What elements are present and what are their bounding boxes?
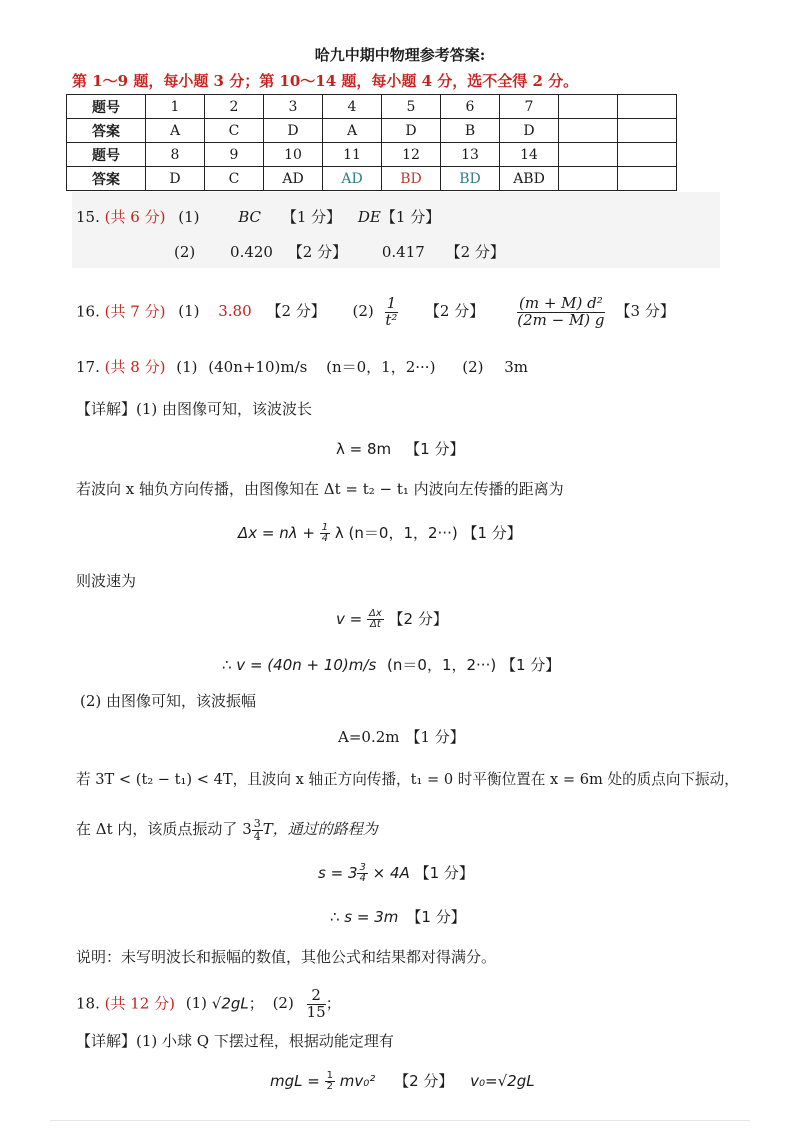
q17-lambda: λ = 8m 【1 分】 <box>336 440 465 458</box>
q18-detail: 【详解】(1) 小球 Q 下摆过程，根据动能定理有 <box>76 1032 394 1050</box>
q15-line2: (2) 0.420 【2 分】 0.417 【2 分】 <box>174 243 505 261</box>
table-row: 答案 A C D A D B D <box>67 119 677 143</box>
q16-line: 16. (共 7 分) (1) 3.80 【2 分】 (2) $\frac{1}{\text{t²}}$ 【2 分】 $\frac{\text{(m + M) d²}}{(2m - M) g}$ 【3 分】 <box>76 294 675 329</box>
q17-part2: (2) 由图像可知，该波振幅 <box>80 692 257 710</box>
table-row: 题号 1 2 3 4 5 6 7 <box>67 95 677 119</box>
page-title: 哈九中期中物理参考答案: <box>314 46 486 64</box>
q17-dx: Δx = nλ + $\frac{1}{4}$ λ (n＝0，1，2···) 【1 分】 <box>238 521 522 544</box>
q17-line5: 在 Δt 内，该质点振动了 3 $\frac{3}{4}$ T，通过的路程为 <box>76 817 378 843</box>
q17-line4: 若 3T < (t₂ − t₁) < 4T，且波向 x 轴正方向传播，t₁ = 0 时平衡位置在 x = 6m 处的质点向下振动， <box>76 771 739 788</box>
q17-s: s = 3 $\frac{3}{4}$ × 4A 【1 分】 <box>318 861 474 884</box>
q17-s2: ∴ s = 3m 【1 分】 <box>330 908 466 926</box>
scoring-note: 第 1～9 题，每小题 3 分；第 10～14 题，每小题 4 分，选不全得 2 分。 <box>72 72 579 90</box>
q17-v2: ∴ v = (40n + 10)m/s (n＝0，1，2···) 【1 分】 <box>222 656 561 674</box>
table-row: 题号 8 9 10 11 12 13 14 <box>67 143 677 167</box>
q15-line1: 15. (共 6 分) (1) BC 【1 分】 DE【1 分】 <box>76 208 441 226</box>
answer-table <box>66 94 677 191</box>
q17-v: v = $\frac{\Delta x}{\Delta t}$ 【2 分】 <box>336 607 448 630</box>
q17-note: 说明：未写明波长和振幅的数值，其他公式和结果都对得满分。 <box>76 948 497 966</box>
table-row: 答案 D C AD AD BD BD ABD <box>67 167 677 191</box>
page-bottom-rule <box>50 1120 750 1121</box>
q18-line: 18. (共 12 分) (1) √2gL； (2) $\frac{2}{15}$ ； <box>76 986 341 1021</box>
q17-line2: 若波向 x 轴负方向传播，由图像知在 Δt = t₂ − t₁ 内波向左传播的距离为 <box>76 480 564 498</box>
q18-eq: mgL = $\frac{1}{2}$ mv₀² 【2 分】 v₀=√2gL <box>270 1069 535 1092</box>
q17-detail-head: 【详解】(1) 由图像可知，该波波长 <box>76 400 313 418</box>
q17-amp: A=0.2m 【1 分】 <box>338 728 465 746</box>
q17-line3: 则波速为 <box>76 572 137 590</box>
q17-line: 17. (共 8 分) (1) (40n+10)m/s (n＝0，1，2···) (2) 3m <box>76 358 529 376</box>
